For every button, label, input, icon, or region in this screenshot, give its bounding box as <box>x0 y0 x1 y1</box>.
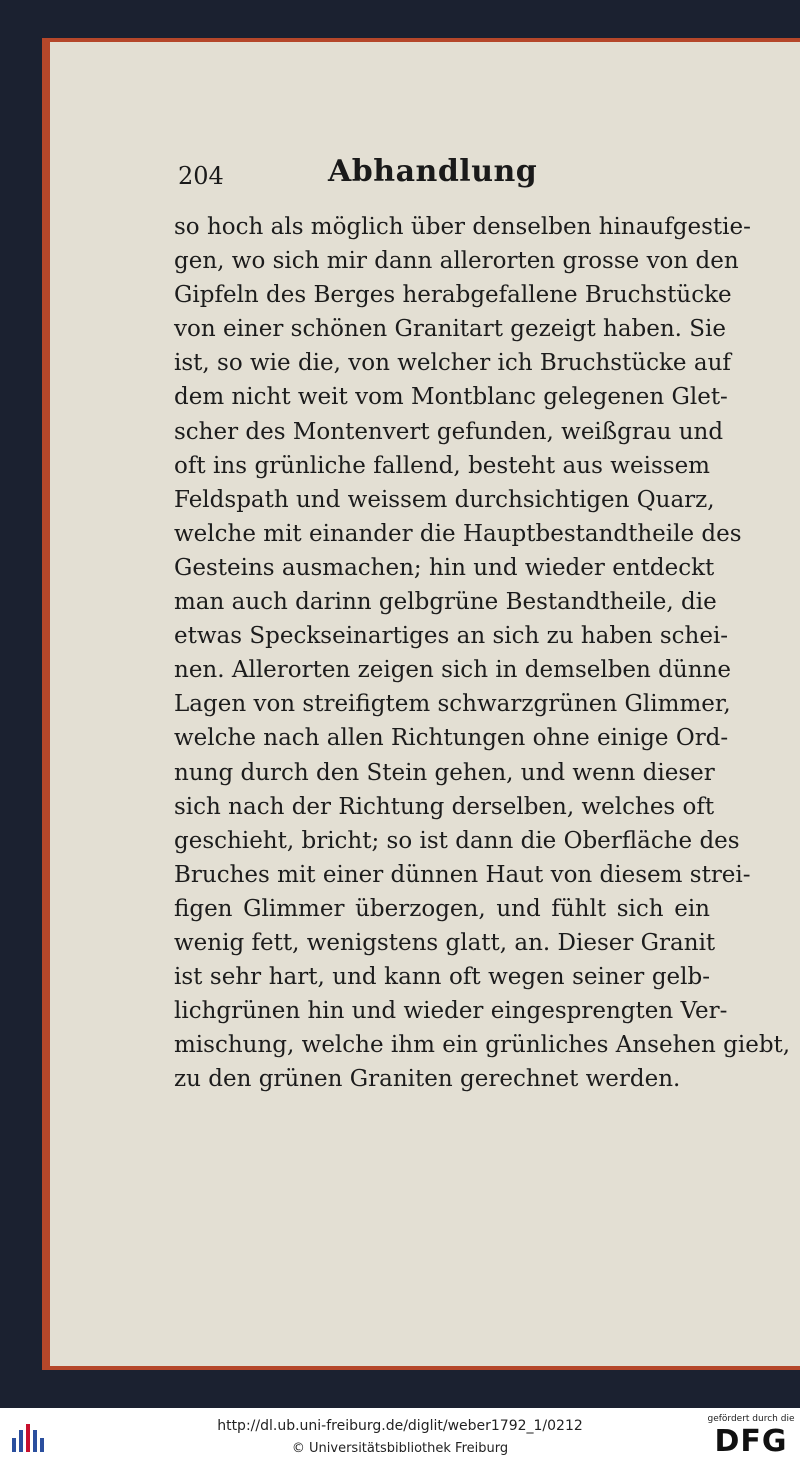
text-line: lichgrünen hin und wieder eingesprengten Ver- <box>174 998 728 1025</box>
text-line: gen, wo sich mir dann allerorten grosse von den <box>174 248 739 275</box>
text-line: figen Glimmer überzogen, und fühlt sich ein <box>174 895 710 922</box>
text-line: Feldspath und weissem durchsichtigen Quarz, <box>174 486 715 513</box>
page-header <box>128 150 538 190</box>
text-line: etwas Speckseinartiges an sich zu haben schei- <box>174 623 729 650</box>
text-line: sich nach der Richtung derselben, welches oft <box>174 793 715 820</box>
text-line: welche mit einander die Hauptbestandtheile des <box>174 520 742 547</box>
running-head: Abhandlung <box>328 154 538 189</box>
source-url[interactable]: http://dl.ub.uni-freiburg.de/diglit/weber1792_1/0212 <box>217 1418 583 1434</box>
text-line: Lagen von streifigtem schwarzgrünen Glimmer, <box>174 691 731 718</box>
dfg-logo: DFG <box>714 1424 788 1459</box>
text-line: ist, so wie die, von welcher ich Bruchstücke auf <box>174 350 731 377</box>
text-line: welche nach allen Richtungen ohne einige Ord- <box>174 725 729 752</box>
text-line: ist sehr hart, und kann oft wegen seiner gelb- <box>174 964 710 991</box>
viewer-footer <box>0 1408 800 1464</box>
text-line: von einer schönen Granitart gezeigt haben. Sie <box>174 316 727 343</box>
text-line: Gesteins ausmachen; hin und wieder entdeckt <box>174 554 715 581</box>
text-line: dem nicht weit vom Montblanc gelegenen Glet- <box>174 384 728 411</box>
text-line: geschieht, bricht; so ist dann die Oberfläche des <box>174 827 740 854</box>
text-line: zu den grünen Graniten gerechnet werden. <box>174 1066 681 1093</box>
text-line: oft ins grünliche fallend, besteht aus weissem <box>174 452 710 479</box>
text-line: Bruches mit einer dünnen Haut von diesem strei- <box>174 861 751 888</box>
text-line: wenig fett, wenigstens glatt, an. Dieser Granit <box>174 929 716 956</box>
text-line: scher des Montenvert gefunden, weißgrau und <box>174 418 724 445</box>
text-line: nen. Allerorten zeigen sich in demselben dünne <box>174 657 731 684</box>
text-line: nung durch den Stein gehen, und wenn dieser <box>174 759 715 786</box>
text-line: mischung, welche ihm ein grünliches Ansehen giebt, <box>174 1032 791 1059</box>
text-line: so hoch als möglich über denselben hinaufgestie- <box>174 214 751 240</box>
page-number: 204 <box>178 162 224 190</box>
copyright-notice: © Universitätsbibliothek Freiburg <box>291 1441 509 1456</box>
body-text <box>174 210 791 1096</box>
text-line: man auch darinn gelbgrüne Bestandtheile, die <box>174 589 717 616</box>
funder-label: gefördert durch die <box>707 1414 795 1424</box>
text-line: Gipfeln des Berges herabgefallene Bruchstücke <box>174 282 732 309</box>
